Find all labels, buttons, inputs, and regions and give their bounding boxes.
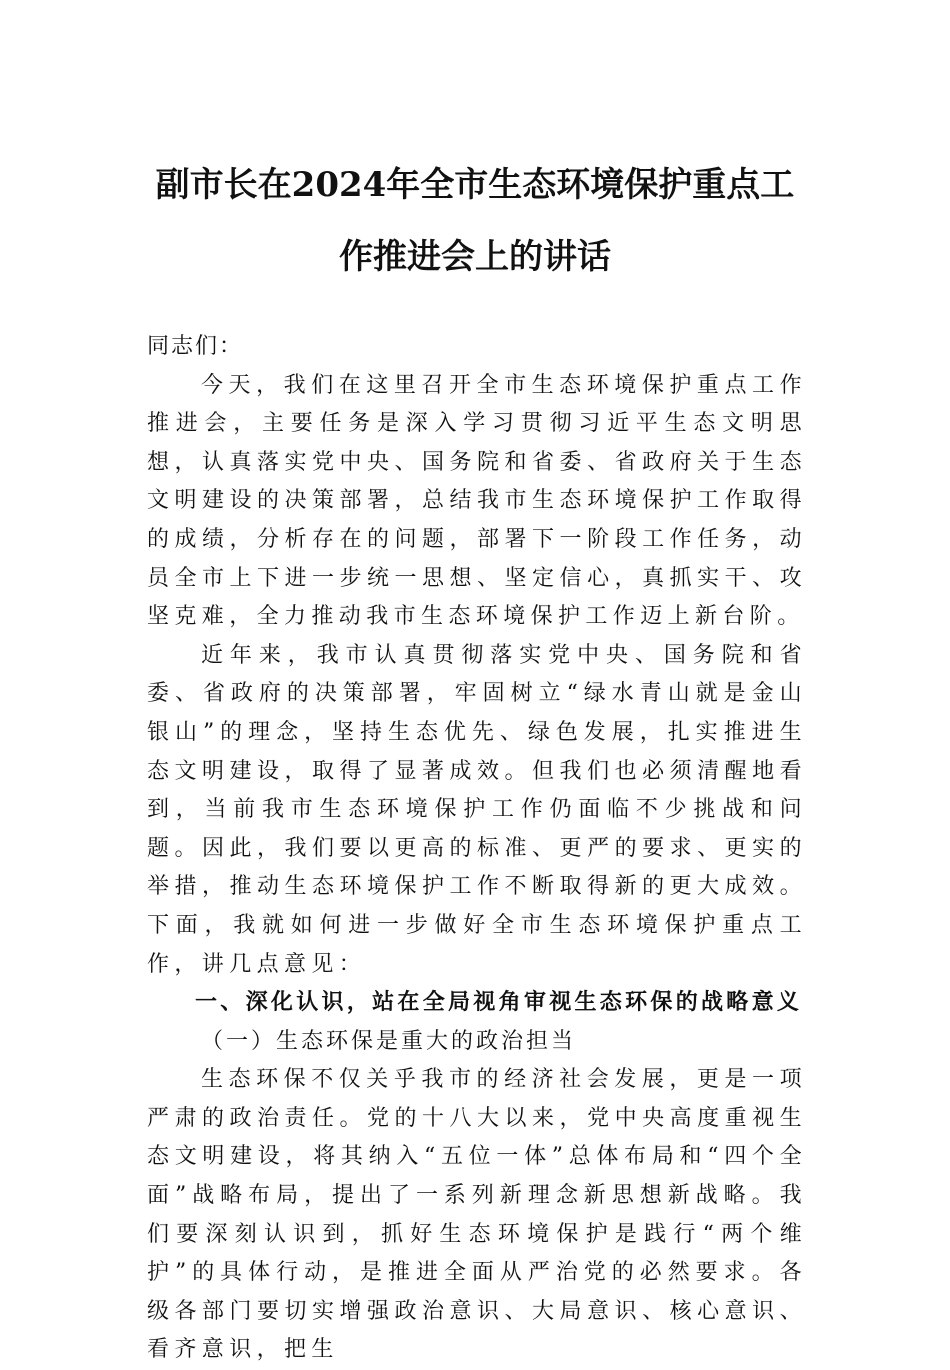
paragraph-political-responsibility: 生态环保不仅关乎我市的经济社会发展，更是一项严肃的政治责任。党的十八大以来，党中央高度重视生态文明建设，将其纳入“五位一体”总体布局和“四个全面”战略布局，提出了一系列新理念新思想新战略。我们要深刻认识到，抓好生态环境保护是践行“两个维护”的具体行动，是推进全面从严治党的必然要求。各级各部门要切实增强政治意识、大局意识、核心意识、看齐意识，把生	[147, 1067, 807, 1363]
document-body	[147, 328, 807, 1370]
subsection-heading-1: （一）生态环保是重大的政治担当	[201, 1028, 577, 1054]
greeting: 同志们：	[147, 334, 244, 359]
document-title-line-2: 作推进会上的讲话	[339, 237, 611, 277]
paragraph-intro: 今天，我们在这里召开全市生态环境保护重点工作推进会，主要任务是深入学习贯彻习近平生态文明思想，认真落实党中央、国务院和省委、省政府关于生态文明建设的决策部署，总结我市生态环境保护工作取得的成绩，分析存在的问题，部署下一阶段工作任务，动员全市上下进一步统一思想、坚定信心，真抓实干、攻坚克难，全力推动我市生态环境保护工作迈上新台阶。	[147, 372, 807, 630]
document-title-line-1: 副市长在2024年全市生态环境保护重点工	[155, 165, 795, 205]
section-heading-1: 一、深化认识，站在全局视角审视生态环保的战略意义	[195, 990, 803, 1016]
paragraph-background: 近年来，我市认真贯彻落实党中央、国务院和省委、省政府的决策部署，牢固树立“绿水青山就是金山银山”的理念，坚持生态优先、绿色发展，扎实推进生态文明建设，取得了显著成效。但我们也必须清醒地看到，当前我市生态环境保护工作仍面临不少挑战和问题。因此，我们要以更高的标准、更严的要求、更实的举措，推动生态环境保护工作不断取得新的更大成效。下面，我就如何进一步做好全市生态环境保护重点工作，讲几点意见：	[147, 642, 807, 977]
